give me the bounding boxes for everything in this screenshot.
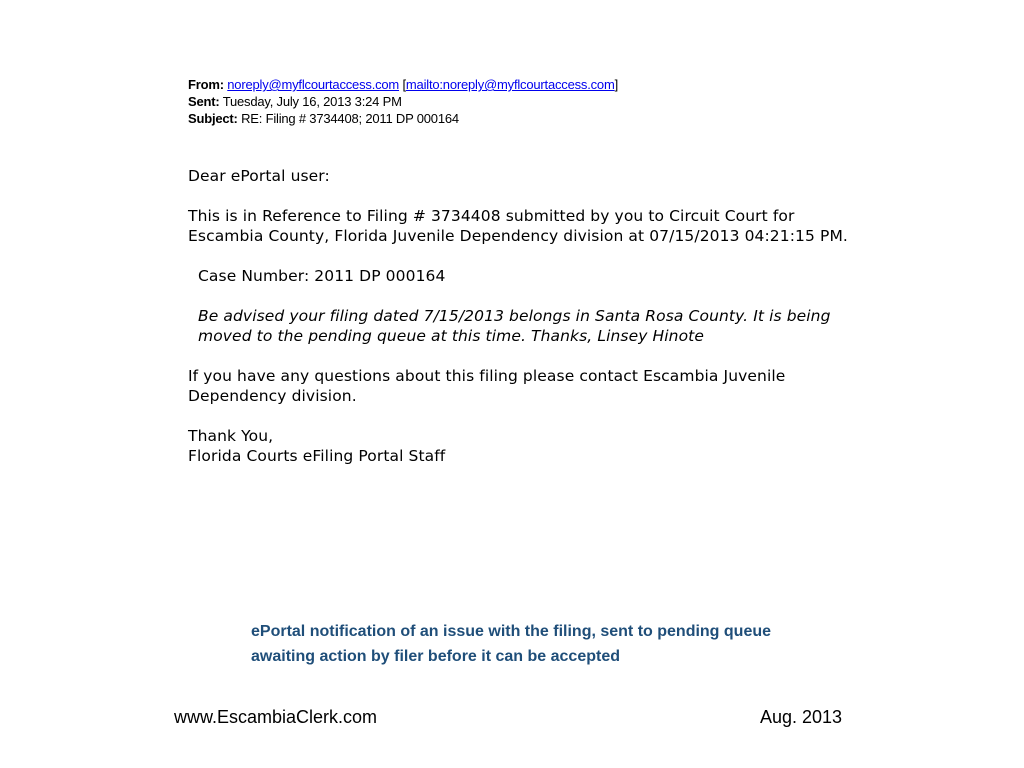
footer-date: Aug. 2013	[760, 707, 843, 727]
questions-paragraph: If you have any questions about this filing please contact Escambia Juvenile Dependency division.	[188, 367, 786, 405]
email-body	[188, 166, 848, 466]
sent-value: Tuesday, July 16, 2013 3:24 PM	[222, 94, 402, 109]
sent-row	[188, 93, 618, 110]
caption-line-2: awaiting action by filer before it can be accepted	[251, 648, 620, 665]
open-bracket: [	[402, 77, 406, 92]
subject-value: RE: Filing # 3734408; 2011 DP 000164	[241, 111, 459, 126]
sent-label: Sent:	[188, 94, 220, 109]
greeting: Dear ePortal user:	[188, 167, 330, 185]
case-number: Case Number: 2011 DP 000164	[198, 267, 446, 285]
from-label: From:	[188, 77, 224, 92]
mailto-link[interactable]: mailto:noreply@myflcourtaccess.com	[405, 77, 615, 92]
advisory-note: Be advised your filing dated 7/15/2013 belongs in Santa Rosa County. It is being moved to the pending queue at this time. Thanks, Linsey Hinote	[198, 307, 831, 345]
reference-paragraph: This is in Reference to Filing # 3734408 submitted by you to Circuit Court for Escambia County, Florida Juvenile Dependency division at 07/15/2013 04:21:15 PM.	[188, 207, 848, 245]
from-address-link[interactable]: noreply@myflcourtaccess.com	[227, 77, 400, 92]
caption-line-1: ePortal notification of an issue with the filing, sent to pending queue	[251, 623, 772, 640]
email-header	[188, 76, 618, 127]
slide-caption	[251, 619, 851, 669]
closing: Thank You,	[188, 427, 274, 445]
subject-row	[188, 110, 618, 127]
subject-label: Subject:	[188, 111, 238, 126]
from-row	[188, 76, 618, 93]
footer-website: www.EscambiaClerk.com	[174, 707, 378, 727]
close-bracket: ]	[614, 77, 619, 92]
signature: Florida Courts eFiling Portal Staff	[188, 447, 446, 465]
